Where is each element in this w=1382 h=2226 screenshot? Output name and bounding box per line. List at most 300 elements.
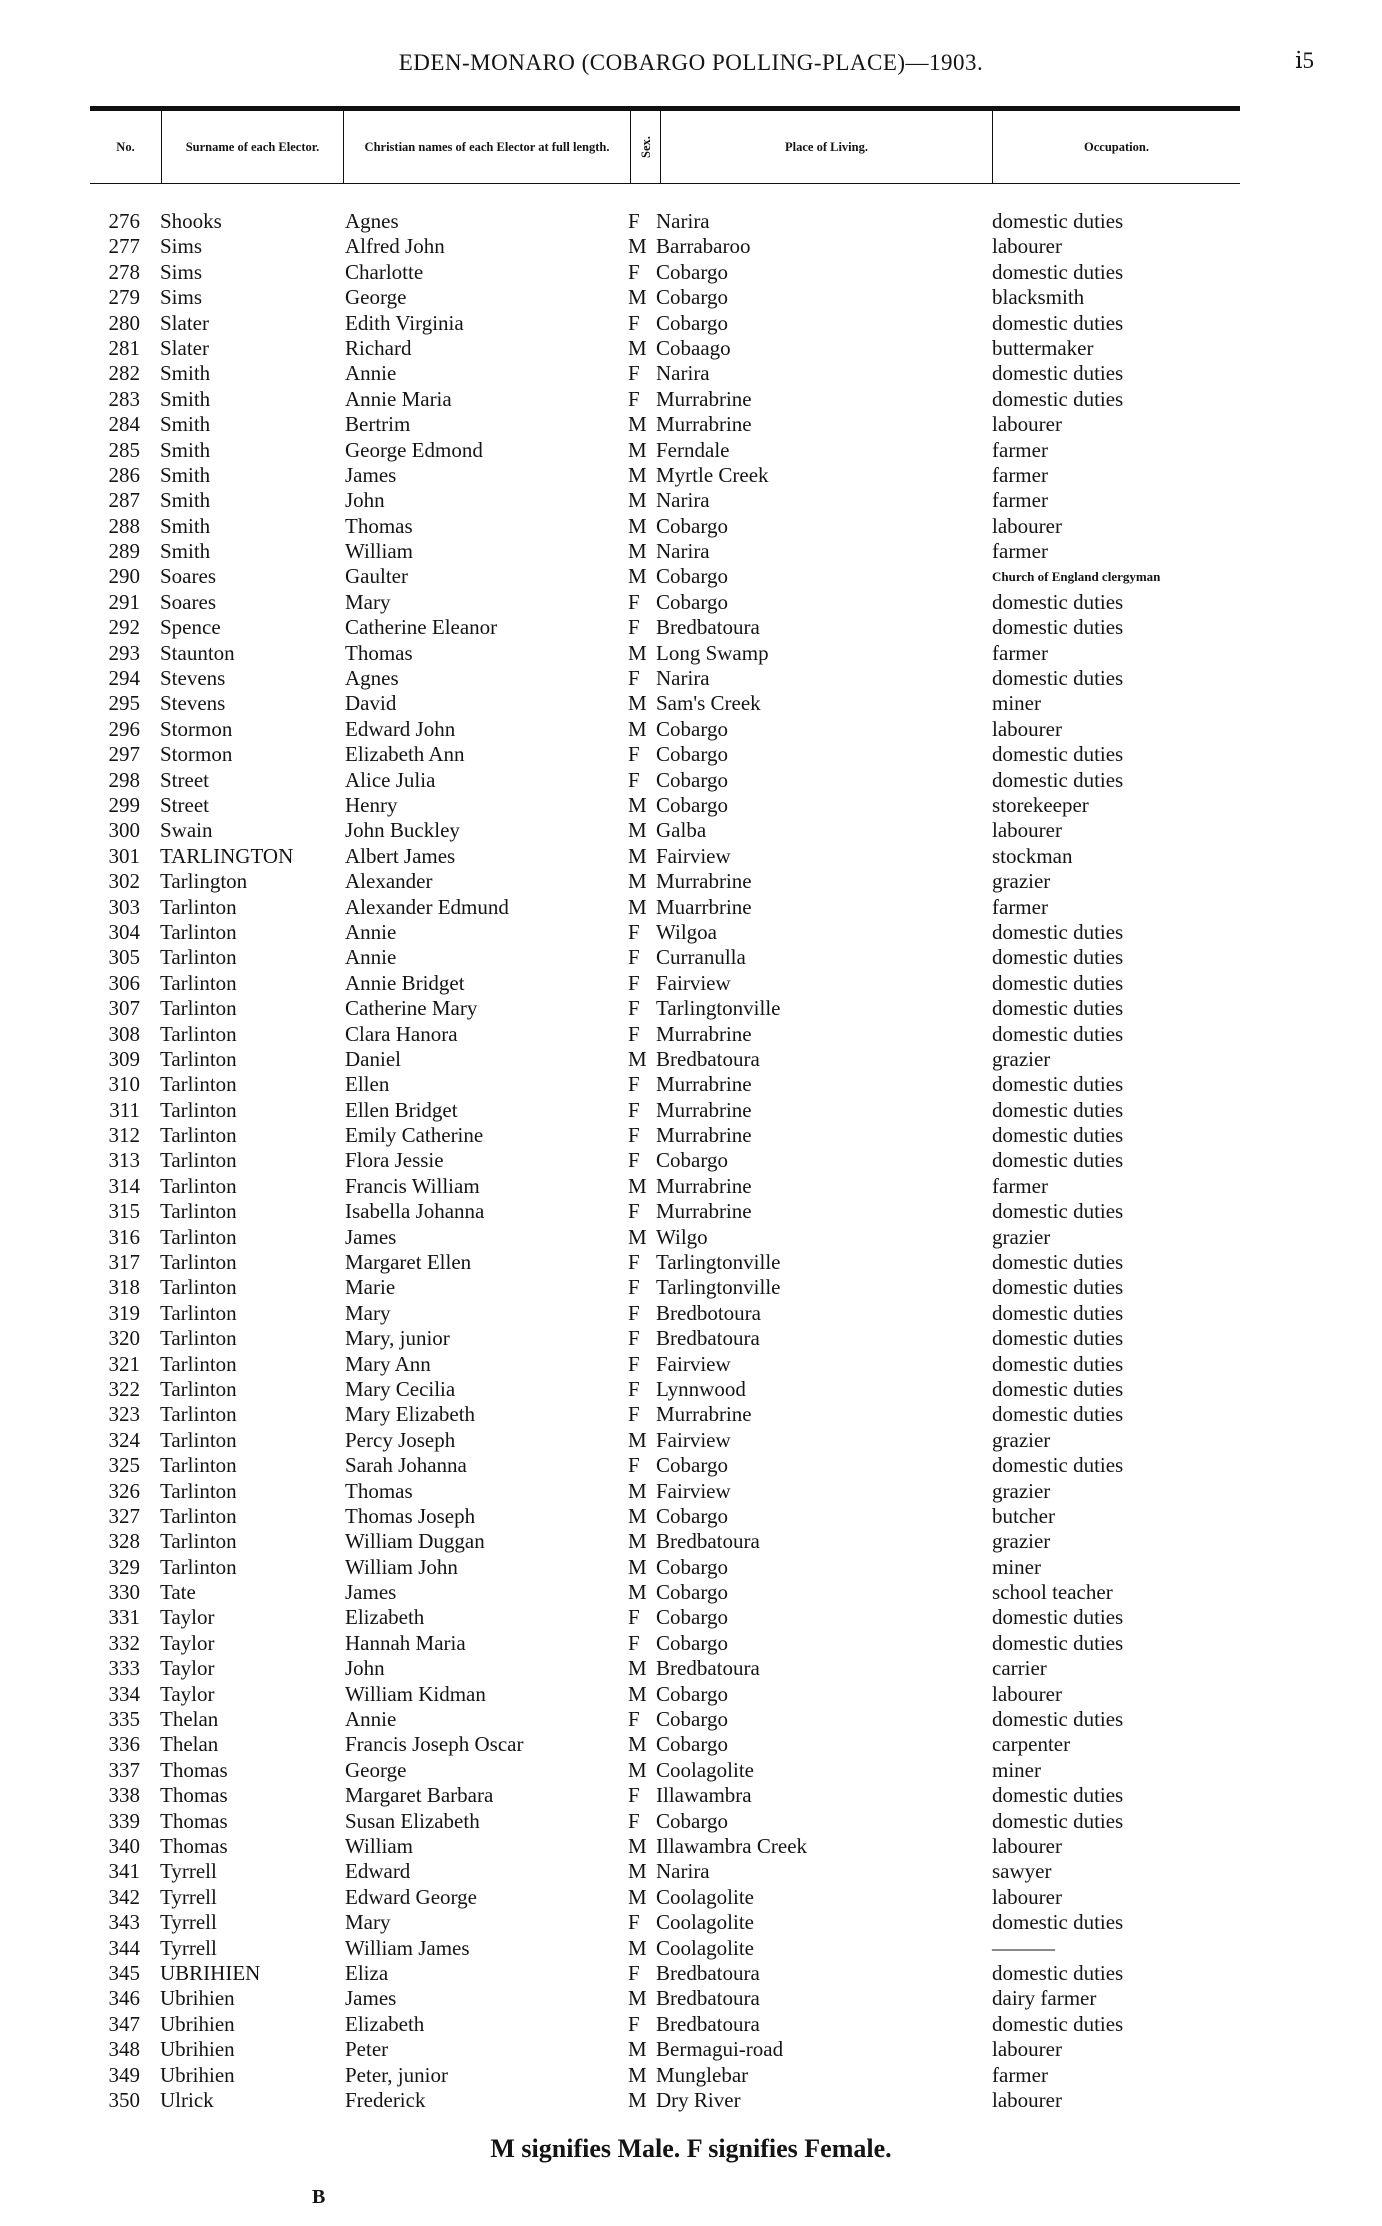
cell-christian-names: Flora Jessie: [345, 1148, 444, 1173]
cell-christian-names: Hannah Maria: [345, 1630, 466, 1655]
cell-place-of-living: Wilgo: [656, 1224, 708, 1249]
cell-number: 284: [108, 412, 140, 437]
cell-place-of-living: Cobargo: [656, 589, 728, 614]
cell-surname: Ulrick: [160, 2087, 214, 2112]
cell-christian-names: Frederick: [345, 2087, 426, 2112]
cell-number: 291: [108, 589, 140, 614]
cell-sex: M: [628, 2087, 647, 2112]
cell-place-of-living: Bredbatoura: [656, 1046, 760, 1071]
cell-christian-names: Catherine Mary: [345, 996, 478, 1021]
cell-christian-names: Francis William: [345, 1173, 480, 1198]
cell-christian-names: Mary Cecilia: [345, 1376, 456, 1401]
cell-christian-names: Isabella Johanna: [345, 1199, 485, 1224]
cell-number: 314: [108, 1173, 140, 1198]
cell-number: 349: [108, 2062, 140, 2087]
cell-surname: Tyrrell: [160, 1859, 217, 1884]
cell-number: 324: [108, 1427, 140, 1452]
table-row: [0, 1148, 1382, 1173]
cell-number: 300: [108, 818, 140, 843]
cell-sex: F: [628, 1351, 640, 1376]
cell-sex: F: [628, 1402, 640, 1427]
cell-christian-names: William: [345, 539, 413, 564]
cell-sex: F: [628, 996, 640, 1021]
cell-christian-names: George Edmond: [345, 437, 483, 462]
cell-occupation: miner: [992, 1757, 1041, 1782]
cell-christian-names: James: [345, 1580, 397, 1605]
cell-christian-names: Mary: [345, 1300, 391, 1325]
cell-occupation: storekeeper: [992, 792, 1089, 817]
cell-surname: Smith: [160, 361, 211, 386]
cell-sex: F: [628, 2011, 640, 2036]
cell-number: 336: [108, 1732, 140, 1757]
cell-occupation: domestic duties: [992, 1808, 1124, 1833]
cell-place-of-living: Murrabrine: [656, 1199, 752, 1224]
cell-number: 322: [108, 1376, 140, 1401]
cell-number: 281: [108, 335, 140, 360]
cell-occupation: domestic duties: [992, 1072, 1124, 1097]
cell-place-of-living: Cobargo: [656, 1808, 728, 1833]
table-row: [0, 1174, 1382, 1199]
table-row: [0, 1580, 1382, 1605]
cell-surname: Tarlinton: [160, 919, 237, 944]
cell-christian-names: William Duggan: [345, 1529, 485, 1554]
table-row: [0, 2037, 1382, 2062]
cell-place-of-living: Illawambra: [656, 1783, 752, 1808]
table-row: [0, 336, 1382, 361]
cell-occupation: blacksmith: [992, 285, 1085, 310]
header-occupation: Occupation.: [1084, 140, 1149, 154]
cell-surname: Tarlinton: [160, 1072, 237, 1097]
cell-sex: F: [628, 1072, 640, 1097]
cell-number: 318: [108, 1275, 140, 1300]
cell-occupation: farmer: [992, 640, 1048, 665]
cell-place-of-living: Bermagui-road: [656, 2037, 784, 2062]
cell-occupation: domestic duties: [992, 1275, 1124, 1300]
cell-surname: Taylor: [160, 1605, 215, 1630]
cell-place-of-living: Bredbatoura: [656, 1326, 760, 1351]
table-row: [0, 1859, 1382, 1884]
table-row: [0, 1428, 1382, 1453]
cell-christian-names: William John: [345, 1554, 458, 1579]
cell-occupation: domestic duties: [992, 1707, 1124, 1732]
cell-place-of-living: Cobargo: [656, 716, 728, 741]
cell-surname: Tyrrell: [160, 1910, 217, 1935]
cell-place-of-living: Cobargo: [656, 767, 728, 792]
cell-christian-names: George: [345, 1757, 407, 1782]
cell-place-of-living: Narira: [656, 666, 710, 691]
cell-sex: M: [628, 716, 647, 741]
cell-occupation: labourer: [992, 716, 1062, 741]
cell-sex: M: [628, 1656, 647, 1681]
header-no: No.: [90, 111, 162, 183]
cell-place-of-living: Narira: [656, 1859, 710, 1884]
cell-occupation: ———: [992, 1935, 1055, 1960]
cell-place-of-living: Bredbatoura: [656, 1656, 760, 1681]
cell-christian-names: Bertrim: [345, 412, 411, 437]
cell-surname: Tarlinton: [160, 970, 237, 995]
cell-number: 329: [108, 1554, 140, 1579]
table-row: [0, 996, 1382, 1021]
cell-surname: Tate: [160, 1580, 196, 1605]
cell-sex: F: [628, 1300, 640, 1325]
cell-sex: F: [628, 1453, 640, 1478]
cell-christian-names: Annie: [345, 945, 397, 970]
cell-sex: M: [628, 513, 647, 538]
cell-christian-names: Alexander: [345, 869, 433, 894]
table-row: [0, 1809, 1382, 1834]
cell-sex: M: [628, 1859, 647, 1884]
cell-sex: M: [628, 843, 647, 868]
table-row: [0, 793, 1382, 818]
cell-number: 294: [108, 666, 140, 691]
cell-place-of-living: Curranulla: [656, 945, 746, 970]
cell-surname: Tarlinton: [160, 1326, 237, 1351]
table-row: [0, 1529, 1382, 1554]
cell-surname: Tarlinton: [160, 1453, 237, 1478]
table-row: [0, 1961, 1382, 1986]
cell-number: 285: [108, 437, 140, 462]
cell-place-of-living: Cobargo: [656, 742, 728, 767]
cell-sex: F: [628, 1960, 640, 1985]
header-place: Place of Living.: [661, 111, 993, 183]
cell-place-of-living: Narira: [656, 361, 710, 386]
cell-place-of-living: Cobargo: [656, 1681, 728, 1706]
cell-christian-names: Elizabeth: [345, 1605, 425, 1630]
cell-number: 331: [108, 1605, 140, 1630]
cell-number: 277: [108, 234, 140, 259]
cell-place-of-living: Sam's Creek: [656, 691, 761, 716]
table-row: [0, 1885, 1382, 1910]
cell-occupation: domestic duties: [992, 1402, 1124, 1427]
cell-surname: Slater: [160, 310, 209, 335]
cell-number: 317: [108, 1250, 140, 1275]
cell-christian-names: Mary Ann: [345, 1351, 431, 1376]
cell-sex: F: [628, 209, 640, 233]
cell-number: 327: [108, 1503, 140, 1528]
table-row: [0, 1986, 1382, 2011]
cell-sex: F: [628, 589, 640, 614]
cell-number: 344: [108, 1935, 140, 1960]
cell-surname: Tyrrell: [160, 1884, 217, 1909]
cell-occupation: buttermaker: [992, 335, 1094, 360]
cell-christian-names: William James: [345, 1935, 470, 1960]
table-row: [0, 590, 1382, 615]
cell-number: 312: [108, 1123, 140, 1148]
cell-surname: Tarlinton: [160, 1021, 237, 1046]
cell-christian-names: Emily Catherine: [345, 1123, 484, 1148]
cell-surname: Ubrihien: [160, 2011, 235, 2036]
cell-place-of-living: Tarlingtonville: [656, 1275, 781, 1300]
cell-occupation: miner: [992, 691, 1041, 716]
cell-sex: M: [628, 539, 647, 564]
table-row: [0, 844, 1382, 869]
cell-occupation: labourer: [992, 1834, 1062, 1858]
cell-place-of-living: Long Swamp: [656, 640, 769, 665]
cell-surname: Tarlinton: [160, 1529, 237, 1554]
cell-number: 302: [108, 869, 140, 894]
cell-number: 319: [108, 1300, 140, 1325]
cell-sex: F: [628, 615, 640, 640]
table-row: [0, 488, 1382, 513]
cell-christian-names: John: [345, 1656, 385, 1681]
cell-surname: Tarlinton: [160, 1402, 237, 1427]
cell-sex: M: [628, 335, 647, 360]
cell-occupation: farmer: [992, 437, 1048, 462]
cell-surname: Tarlinton: [160, 1097, 237, 1122]
cell-number: 305: [108, 945, 140, 970]
cell-christian-names: Henry: [345, 792, 398, 817]
cell-surname: TARLINGTON: [160, 843, 294, 868]
cell-place-of-living: Galba: [656, 818, 707, 843]
cell-occupation: labourer: [992, 2037, 1062, 2062]
cell-occupation: farmer: [992, 539, 1048, 564]
cell-occupation: domestic duties: [992, 742, 1124, 767]
cell-place-of-living: Murrabrine: [656, 1173, 752, 1198]
cell-number: 328: [108, 1529, 140, 1554]
cell-occupation: labourer: [992, 412, 1062, 437]
cell-occupation: dairy farmer: [992, 1986, 1097, 2011]
cell-sex: F: [628, 1630, 640, 1655]
cell-sex: M: [628, 1503, 647, 1528]
cell-sex: M: [628, 1554, 647, 1579]
signature-mark: B: [312, 2186, 326, 2208]
cell-place-of-living: Murrabrine: [656, 386, 752, 411]
table-row: [0, 2088, 1382, 2113]
cell-sex: M: [628, 1732, 647, 1757]
cell-place-of-living: Coolagolite: [656, 1757, 754, 1782]
cell-occupation: carpenter: [992, 1732, 1071, 1757]
cell-occupation: farmer: [992, 1173, 1048, 1198]
cell-number: 338: [108, 1783, 140, 1808]
cell-occupation: grazier: [992, 1224, 1051, 1249]
cell-number: 288: [108, 513, 140, 538]
cell-number: 316: [108, 1224, 140, 1249]
cell-number: 296: [108, 716, 140, 741]
cell-number: 345: [108, 1960, 140, 1985]
cell-sex: M: [628, 1173, 647, 1198]
cell-sex: F: [628, 259, 640, 284]
cell-christian-names: Elizabeth: [345, 2011, 425, 2036]
cell-surname: Tarlinton: [160, 1376, 237, 1401]
cell-sex: M: [628, 1834, 647, 1858]
cell-sex: F: [628, 1605, 640, 1630]
cell-surname: Ubrihien: [160, 2062, 235, 2087]
table-row: [0, 2063, 1382, 2088]
cell-number: 323: [108, 1402, 140, 1427]
cell-christian-names: Alexander Edmund: [345, 894, 509, 919]
cell-surname: Tarlinton: [160, 1300, 237, 1325]
table-row: [0, 209, 1382, 234]
cell-place-of-living: Tarlingtonville: [656, 996, 781, 1021]
table-row: [0, 615, 1382, 640]
cell-number: 292: [108, 615, 140, 640]
cell-number: 306: [108, 970, 140, 995]
cell-surname: Tarlinton: [160, 1123, 237, 1148]
cell-surname: Stormon: [160, 716, 233, 741]
cell-occupation: grazier: [992, 1427, 1051, 1452]
table-row: [0, 1199, 1382, 1224]
cell-number: 286: [108, 462, 140, 487]
table-row: [0, 1834, 1382, 1859]
cell-christian-names: Ellen Bridget: [345, 1097, 458, 1122]
cell-occupation: domestic duties: [992, 1199, 1124, 1224]
cell-christian-names: Sarah Johanna: [345, 1453, 467, 1478]
cell-surname: Ubrihien: [160, 2037, 235, 2062]
cell-number: 346: [108, 1986, 140, 2011]
cell-place-of-living: Bredbatoura: [656, 1986, 760, 2011]
cell-surname: Street: [160, 767, 209, 792]
cell-surname: Tarlinton: [160, 1199, 237, 1224]
cell-number: 301: [108, 843, 140, 868]
cell-christian-names: Mary, junior: [345, 1326, 450, 1351]
cell-surname: Soares: [160, 589, 216, 614]
cell-occupation: domestic duties: [992, 1376, 1124, 1401]
cell-christian-names: Annie: [345, 361, 397, 386]
cell-number: 282: [108, 361, 140, 386]
cell-occupation: domestic duties: [992, 1123, 1124, 1148]
table-row: [0, 666, 1382, 691]
cell-christian-names: Ellen: [345, 1072, 390, 1097]
cell-place-of-living: Barrabaroo: [656, 234, 751, 259]
cell-place-of-living: Cobaago: [656, 335, 731, 360]
cell-occupation: domestic duties: [992, 919, 1124, 944]
cell-occupation: domestic duties: [992, 1250, 1124, 1275]
cell-christian-names: Thomas: [345, 640, 413, 665]
cell-place-of-living: Coolagolite: [656, 1910, 754, 1935]
cell-christian-names: Eliza: [345, 1960, 389, 1985]
cell-christian-names: Elizabeth Ann: [345, 742, 465, 767]
cell-place-of-living: Bredbatoura: [656, 615, 760, 640]
cell-place-of-living: Coolagolite: [656, 1935, 754, 1960]
cell-surname: Taylor: [160, 1656, 215, 1681]
cell-christian-names: Alfred John: [345, 234, 445, 259]
cell-occupation: domestic duties: [992, 1453, 1124, 1478]
cell-occupation: domestic duties: [992, 259, 1124, 284]
cell-christian-names: Marie: [345, 1275, 396, 1300]
cell-sex: F: [628, 1707, 640, 1732]
table-row: [0, 412, 1382, 437]
cell-number: 339: [108, 1808, 140, 1833]
cell-christian-names: Annie: [345, 919, 397, 944]
cell-sex: F: [628, 919, 640, 944]
cell-sex: M: [628, 691, 647, 716]
cell-sex: M: [628, 1757, 647, 1782]
cell-christian-names: George: [345, 285, 407, 310]
cell-sex: F: [628, 1376, 640, 1401]
cell-occupation: domestic duties: [992, 209, 1124, 233]
cell-surname: UBRIHIEN: [160, 1960, 261, 1985]
cell-christian-names: James: [345, 462, 397, 487]
cell-surname: Tarlinton: [160, 1250, 237, 1275]
cell-number: 283: [108, 386, 140, 411]
cell-occupation: domestic duties: [992, 767, 1124, 792]
cell-number: 348: [108, 2037, 140, 2062]
cell-sex: M: [628, 2037, 647, 2062]
cell-sex: M: [628, 1529, 647, 1554]
cell-occupation: domestic duties: [992, 1021, 1124, 1046]
cell-occupation: sawyer: [992, 1859, 1052, 1884]
header-christian-names: Christian names of each Elector at full length.: [344, 111, 631, 183]
table-row: [0, 869, 1382, 894]
cell-place-of-living: Coolagolite: [656, 1884, 754, 1909]
cell-surname: Tarlinton: [160, 1224, 237, 1249]
cell-place-of-living: Tarlingtonville: [656, 1250, 781, 1275]
table-row: [0, 691, 1382, 716]
cell-occupation: domestic duties: [992, 1097, 1124, 1122]
cell-christian-names: Gaulter: [345, 564, 408, 589]
cell-number: 309: [108, 1046, 140, 1071]
cell-occupation: labourer: [992, 234, 1062, 259]
cell-place-of-living: Cobargo: [656, 513, 728, 538]
cell-christian-names: William Kidman: [345, 1681, 486, 1706]
table-row: [0, 1936, 1382, 1961]
cell-christian-names: Richard: [345, 335, 412, 360]
table-header: [90, 106, 1240, 184]
table-row: [0, 920, 1382, 945]
table-row: [0, 1504, 1382, 1529]
header-surname: Surname of each Elector.: [162, 111, 344, 183]
cell-sex: F: [628, 1123, 640, 1148]
table-row: [0, 1123, 1382, 1148]
cell-occupation: domestic duties: [992, 996, 1124, 1021]
cell-sex: M: [628, 1478, 647, 1503]
table-row: [0, 945, 1382, 970]
elector-list: [0, 209, 1382, 2113]
cell-occupation: farmer: [992, 488, 1048, 513]
cell-occupation: domestic duties: [992, 615, 1124, 640]
cell-number: 311: [109, 1097, 140, 1122]
cell-sex: M: [628, 1427, 647, 1452]
cell-occupation: grazier: [992, 1529, 1051, 1554]
cell-occupation: Church of England clergyman: [992, 569, 1161, 585]
cell-number: 303: [108, 894, 140, 919]
cell-occupation: labourer: [992, 513, 1062, 538]
cell-christian-names: Thomas: [345, 513, 413, 538]
cell-number: 308: [108, 1021, 140, 1046]
cell-sex: F: [628, 767, 640, 792]
cell-surname: Soares: [160, 564, 216, 589]
table-row: [0, 1631, 1382, 1656]
cell-sex: M: [628, 869, 647, 894]
cell-surname: Tarlinton: [160, 894, 237, 919]
cell-place-of-living: Narira: [656, 209, 710, 233]
cell-sex: F: [628, 742, 640, 767]
cell-sex: F: [628, 1199, 640, 1224]
table-row: [0, 260, 1382, 285]
cell-occupation: labourer: [992, 818, 1062, 843]
cell-place-of-living: Fairview: [656, 1478, 731, 1503]
header-sex: [631, 111, 661, 183]
cell-number: 278: [108, 259, 140, 284]
cell-sex: M: [628, 1884, 647, 1909]
table-row: [0, 1377, 1382, 1402]
table-row: [0, 311, 1382, 336]
header-sex-label: Sex.: [638, 136, 653, 158]
cell-occupation: labourer: [992, 2087, 1062, 2112]
cell-surname: Ubrihien: [160, 1986, 235, 2011]
cell-christian-names: Agnes: [345, 209, 399, 233]
cell-christian-names: Margaret Ellen: [345, 1250, 472, 1275]
table-row: [0, 818, 1382, 843]
cell-surname: Thomas: [160, 1834, 228, 1858]
cell-surname: Sims: [160, 234, 203, 259]
cell-number: 330: [108, 1580, 140, 1605]
cell-place-of-living: Cobargo: [656, 1630, 728, 1655]
cell-christian-names: James: [345, 1986, 397, 2011]
cell-place-of-living: Narira: [656, 488, 710, 513]
cell-occupation: domestic duties: [992, 361, 1124, 386]
cell-number: 326: [108, 1478, 140, 1503]
